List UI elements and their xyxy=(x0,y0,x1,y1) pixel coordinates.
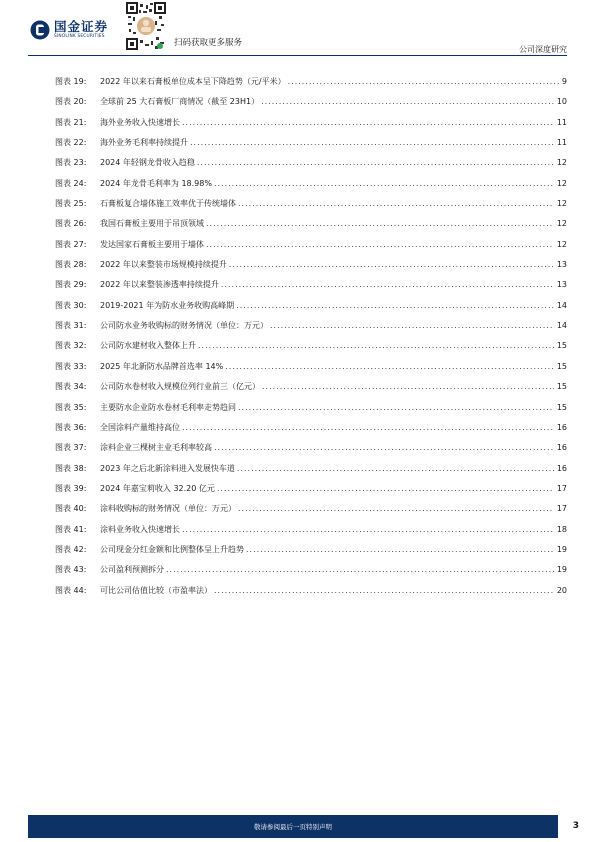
toc-page-number[interactable]: 14 xyxy=(556,321,567,331)
toc-dot-leader xyxy=(238,199,554,208)
toc-page-number[interactable]: 15 xyxy=(556,382,567,392)
footer-bar xyxy=(28,815,558,838)
toc-entry[interactable] xyxy=(55,218,567,238)
toc-figure-title[interactable]: 2022 年以来石膏板单位成本呈下降趋势（元/平米） xyxy=(100,77,286,86)
figure-index-list xyxy=(55,76,567,605)
toc-page-number[interactable]: 19 xyxy=(556,544,567,554)
toc-figure-title[interactable]: 可比公司估值比较（市盈率法） xyxy=(100,585,212,595)
toc-dot-leader xyxy=(214,179,554,188)
toc-dot-leader xyxy=(182,525,554,534)
toc-page-number[interactable]: 17 xyxy=(556,504,567,514)
toc-dot-leader xyxy=(225,362,554,371)
toc-figure-title[interactable]: 全球前 25 大石膏板厂商情况（截至 23H1） xyxy=(100,97,260,107)
toc-entry[interactable] xyxy=(55,503,567,523)
toc-figure-label: 图表 24: xyxy=(55,178,87,188)
toc-figure-title[interactable]: 2019-2021 年为防水业务收购高峰期 xyxy=(100,300,235,310)
toc-figure-title[interactable]: 公司防水业务收购标的财务情况（单位：万元） xyxy=(100,321,268,331)
toc-page-number[interactable]: 14 xyxy=(556,300,567,310)
toc-dot-leader xyxy=(166,565,554,574)
toc-figure-label: 图表 38: xyxy=(55,463,87,473)
toc-figure-title[interactable]: 涂料收购标的财务情况（单位：万元） xyxy=(100,504,236,514)
toc-figure-label: 图表 28: xyxy=(55,260,87,270)
toc-figure-label: 图表 21: xyxy=(55,117,87,127)
footer-disclaimer[interactable]: 敬请参阅最后一页特别声明 xyxy=(254,823,332,831)
toc-page-number[interactable]: 11 xyxy=(556,138,567,148)
toc-figure-label: 图表 29: xyxy=(55,280,87,290)
toc-figure-title[interactable]: 2024 年轻钢龙骨收入趋稳 xyxy=(100,158,195,168)
toc-figure-label: 图表 19: xyxy=(55,77,87,86)
toc-entry[interactable] xyxy=(55,259,567,279)
toc-entry[interactable] xyxy=(55,544,567,564)
toc-dot-leader xyxy=(270,321,554,330)
toc-figure-title[interactable]: 2023 年之后北新涂料进入发展快车道 xyxy=(100,463,235,473)
toc-page-number[interactable]: 16 xyxy=(556,422,567,432)
toc-dot-leader xyxy=(182,118,554,127)
qr-code-icon[interactable] xyxy=(126,2,166,50)
toc-dot-leader xyxy=(182,423,554,432)
toc-dot-leader xyxy=(214,586,554,595)
toc-figure-label: 图表 40: xyxy=(55,504,87,514)
toc-entry[interactable] xyxy=(55,76,567,96)
toc-entry[interactable] xyxy=(55,157,567,177)
toc-figure-label: 图表 39: xyxy=(55,483,87,493)
toc-dot-leader xyxy=(238,403,554,412)
toc-entry[interactable] xyxy=(55,239,567,259)
toc-dot-leader xyxy=(261,97,554,106)
toc-entry[interactable] xyxy=(55,137,567,157)
page-header xyxy=(0,0,595,62)
toc-page-number[interactable]: 12 xyxy=(556,239,567,249)
toc-figure-title[interactable]: 公司盈利预测拆分 xyxy=(100,565,164,575)
toc-entry[interactable] xyxy=(55,300,567,320)
toc-figure-label: 图表 30: xyxy=(55,300,87,310)
toc-entry[interactable] xyxy=(55,585,567,605)
toc-entry[interactable] xyxy=(55,96,567,116)
toc-entry[interactable] xyxy=(55,381,567,401)
toc-entry[interactable] xyxy=(55,117,567,137)
toc-entry[interactable] xyxy=(55,463,567,483)
toc-page-number[interactable]: 16 xyxy=(556,463,567,473)
toc-entry[interactable] xyxy=(55,361,567,381)
toc-figure-title[interactable]: 2022 年以来整装市场规模持续提升 xyxy=(100,260,227,270)
toc-page-number[interactable]: 12 xyxy=(556,178,567,188)
toc-page-number[interactable]: 15 xyxy=(556,341,567,351)
toc-page-number[interactable]: 16 xyxy=(556,443,567,453)
toc-figure-title[interactable]: 涂料业务收入快速增长 xyxy=(100,524,180,534)
toc-figure-label: 图表 20: xyxy=(55,97,87,107)
toc-figure-label: 图表 36: xyxy=(55,422,87,432)
toc-dot-leader xyxy=(246,545,554,554)
toc-figure-title[interactable]: 公司现金分红金额和比例整体呈上升趋势 xyxy=(100,544,244,554)
toc-page-number[interactable]: 12 xyxy=(556,199,567,209)
toc-figure-label: 图表 43: xyxy=(55,565,87,575)
toc-page-number[interactable]: 15 xyxy=(556,361,567,371)
toc-figure-label: 图表 31: xyxy=(55,321,87,331)
toc-page-number[interactable]: 11 xyxy=(556,117,567,127)
toc-dot-leader xyxy=(236,301,554,310)
toc-page-number[interactable]: 12 xyxy=(556,158,567,168)
header-divider xyxy=(28,55,567,56)
brand-name-en: SINOLINK SECURITIES xyxy=(54,34,105,40)
toc-figure-title[interactable]: 涂料企业三棵树主业毛利率较高 xyxy=(100,443,212,453)
toc-page-number[interactable]: 18 xyxy=(556,524,567,534)
toc-figure-label: 图表 23: xyxy=(55,158,87,168)
toc-entry[interactable] xyxy=(55,524,567,544)
toc-figure-label: 图表 25: xyxy=(55,199,87,209)
toc-page-number[interactable]: 12 xyxy=(556,219,567,229)
toc-entry[interactable] xyxy=(55,483,567,503)
toc-figure-label: 图表 41: xyxy=(55,524,87,534)
toc-figure-label: 图表 27: xyxy=(55,239,87,249)
toc-page-number[interactable]: 19 xyxy=(556,565,567,575)
toc-figure-label: 图表 35: xyxy=(55,402,87,412)
report-type: 公司深度研究 xyxy=(519,45,567,54)
toc-figure-label: 图表 34: xyxy=(55,382,87,392)
toc-page-number[interactable]: 15 xyxy=(556,402,567,412)
toc-figure-title[interactable]: 石膏板复合墙体施工效率优于传统墙体 xyxy=(100,199,236,209)
toc-figure-label: 图表 44: xyxy=(55,585,87,595)
brand-logo xyxy=(30,20,108,40)
toc-figure-label: 图表 37: xyxy=(55,443,87,453)
toc-entry[interactable] xyxy=(55,402,567,422)
toc-figure-title[interactable]: 公司防水卷材收入规模位列行业前三（亿元） xyxy=(100,382,260,392)
toc-entry[interactable] xyxy=(55,340,567,360)
toc-dot-leader xyxy=(197,158,554,167)
toc-dot-leader xyxy=(214,443,554,452)
toc-figure-label: 图表 22: xyxy=(55,138,87,148)
toc-entry[interactable] xyxy=(55,320,567,340)
toc-figure-title[interactable]: 2022 年以来整装渗透率持续提升 xyxy=(100,280,219,290)
toc-dot-leader xyxy=(221,280,554,289)
page-number: 3 xyxy=(572,821,579,831)
toc-entry[interactable] xyxy=(55,442,567,462)
toc-dot-leader xyxy=(238,504,554,513)
toc-figure-title[interactable]: 海外业务毛利率持续提升 xyxy=(100,138,188,148)
toc-page-number[interactable]: 20 xyxy=(556,585,567,595)
toc-dot-leader xyxy=(206,219,554,228)
toc-dot-leader xyxy=(237,464,554,473)
sinolink-logo-icon xyxy=(30,20,50,40)
toc-entry[interactable] xyxy=(55,178,567,198)
toc-entry[interactable] xyxy=(55,564,567,584)
toc-figure-title[interactable]: 海外业务收入快速增长 xyxy=(100,117,180,127)
toc-page-number[interactable]: 13 xyxy=(556,260,567,270)
toc-page-number[interactable]: 10 xyxy=(556,97,567,107)
qr-caption: 扫码获取更多服务 xyxy=(174,38,243,48)
toc-figure-label: 图表 42: xyxy=(55,544,87,554)
toc-figure-title[interactable]: 我国石膏板主要用于吊顶领域 xyxy=(100,219,204,229)
toc-dot-leader xyxy=(206,240,554,249)
toc-figure-title[interactable]: 全国涂料产量维持高位 xyxy=(100,422,180,432)
brand-name-cn: 国金证券 xyxy=(54,18,109,34)
toc-figure-title[interactable]: 公司防水建材收入整体上升 xyxy=(100,341,196,351)
toc-figure-title[interactable]: 主要防水企业防水卷材毛利率走势趋同 xyxy=(100,402,236,412)
toc-dot-leader xyxy=(229,260,554,269)
toc-dot-leader xyxy=(190,138,554,147)
toc-figure-title[interactable]: 2024 年嘉宝莉收入 32.20 亿元 xyxy=(100,483,215,493)
toc-page-number[interactable]: 13 xyxy=(556,280,567,290)
toc-figure-title[interactable]: 2024 年龙骨毛利率为 18.98% xyxy=(100,178,212,188)
toc-figure-title[interactable]: 2025 年北新防水品牌首选率 14% xyxy=(100,361,224,371)
toc-figure-label: 图表 32: xyxy=(55,341,87,351)
toc-figure-label: 图表 33: xyxy=(55,361,87,371)
toc-entry[interactable] xyxy=(55,422,567,442)
toc-dot-leader xyxy=(198,341,554,350)
toc-page-number[interactable]: 17 xyxy=(556,483,567,493)
toc-entry[interactable] xyxy=(55,198,567,218)
toc-dot-leader xyxy=(262,382,554,391)
toc-dot-leader xyxy=(217,484,554,493)
toc-page-number[interactable]: 9 xyxy=(561,77,567,86)
toc-figure-label: 图表 26: xyxy=(55,219,87,229)
toc-entry[interactable] xyxy=(55,279,567,299)
toc-dot-leader xyxy=(288,77,559,86)
toc-figure-title[interactable]: 发达国家石膏板主要用于墙体 xyxy=(100,239,204,249)
